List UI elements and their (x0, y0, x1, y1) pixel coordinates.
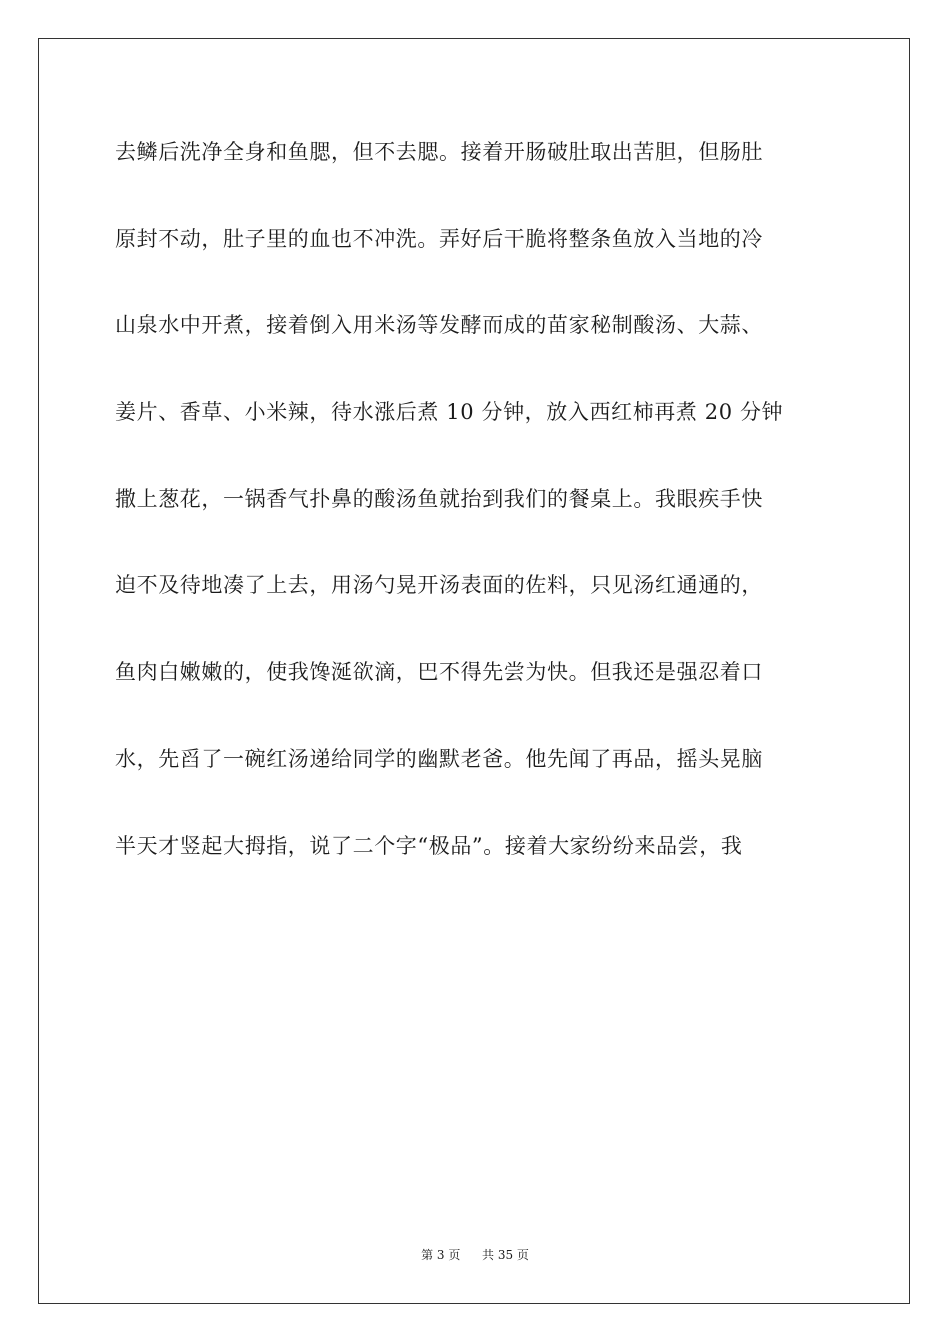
document-body (115, 128, 835, 908)
text-line: 半天才竖起大拇指，说了二个字“极品”。接着大家纷纷来品尝，我 (115, 833, 743, 858)
text-line: 姜片、香草、小米辣，待水涨后煮 10 分钟，放入西红柿再煮 20 分钟 (115, 400, 784, 425)
page-footer (0, 1246, 950, 1263)
page-total: 共 35 页 (482, 1248, 529, 1262)
text-line: 山泉水中开煮，接着倒入用米汤等发酵而成的苗家秘制酸汤、大蒜、 (115, 313, 763, 338)
text-line: 撒上葱花，一锅香气扑鼻的酸汤鱼就抬到我们的餐桌上。我眼疾手快 (115, 486, 763, 511)
text-line: 去鳞后洗净全身和鱼腮，但不去腮。接着开肠破肚取出苦胆，但肠肚 (115, 140, 763, 164)
text-line: 鱼肉白嫩嫩的，使我馋涎欲滴，巴不得先尝为快。但我还是强忍着口 (115, 660, 763, 685)
text-line: 水，先舀了一碗红汤递给同学的幽默老爸。他先闻了再品，摇头晃脑 (115, 746, 763, 771)
text-line: 原封不动，肚子里的血也不冲洗。弄好后干脆将整条鱼放入当地的冷 (115, 226, 763, 251)
text-line: 迫不及待地凑了上去，用汤勺晃开汤表面的佐料，只见汤红通通的， (115, 573, 763, 598)
page-number: 第 3 页 (421, 1248, 461, 1262)
